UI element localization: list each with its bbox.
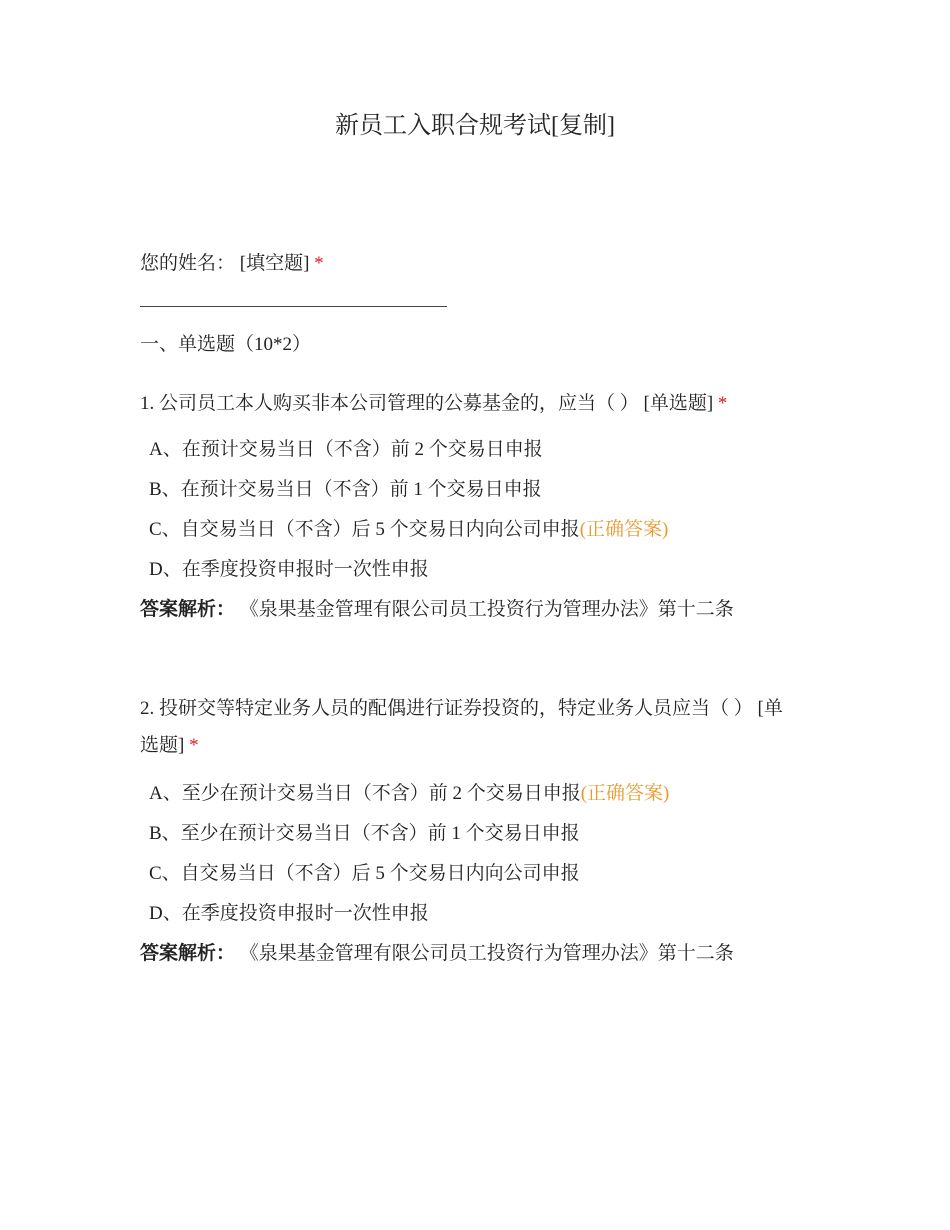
- question-1-analysis: [140, 597, 734, 623]
- option-text: C、自交易当日（不含）后 5 个交易日内向公司申报: [149, 519, 580, 540]
- correct-answer-tag: (正确答案): [580, 783, 670, 804]
- analysis-text: 《泉果基金管理有限公司员工投资行为管理办法》第十二条: [239, 599, 734, 620]
- question-2-option-b[interactable]: [149, 821, 580, 847]
- required-mark: *: [314, 253, 324, 274]
- option-text: B、在预计交易当日（不含）前 1 个交易日申报: [149, 479, 542, 500]
- option-text: A、在预计交易当日（不含）前 2 个交易日申报: [149, 439, 543, 460]
- question-text: 2. 投研交等特定业务人员的配偶进行证券投资的，特定业务人员应当（ ）: [140, 698, 753, 719]
- question-2-analysis: [140, 941, 734, 967]
- analysis-text: 《泉果基金管理有限公司员工投资行为管理办法》第十二条: [239, 943, 734, 964]
- name-question: [140, 251, 324, 277]
- name-answer-field[interactable]: [140, 306, 447, 307]
- question-1-option-a[interactable]: [149, 437, 543, 463]
- correct-answer-tag: (正确答案): [579, 519, 669, 540]
- analysis-label: 答案解析：: [140, 943, 236, 964]
- required-mark: *: [717, 393, 728, 414]
- question-2-option-d[interactable]: [149, 901, 429, 927]
- question-2-option-a[interactable]: [149, 781, 669, 807]
- option-text: B、至少在预计交易当日（不含）前 1 个交易日申报: [149, 823, 580, 844]
- question-type-tag: [单选题]: [140, 698, 783, 756]
- option-text: A、至少在预计交易当日（不含）前 2 个交易日申报: [149, 783, 581, 804]
- question-type-tag: [填空题]: [239, 253, 310, 274]
- question-1-option-d[interactable]: [149, 557, 429, 583]
- required-mark: *: [189, 735, 199, 756]
- name-question-label: 您的姓名：: [140, 253, 236, 274]
- question-1-option-c[interactable]: [149, 517, 668, 543]
- option-text: D、在季度投资申报时一次性申报: [149, 903, 429, 924]
- question-1-text: [140, 391, 727, 417]
- question-2-text: [140, 690, 800, 764]
- option-text: D、在季度投资申报时一次性申报: [149, 559, 429, 580]
- section-heading: 一、单选题（10*2）: [140, 334, 312, 355]
- question-2-option-c[interactable]: [149, 861, 580, 887]
- question-text: 1. 公司员工本人购买非本公司管理的公募基金的，应当（ ）: [140, 393, 639, 414]
- question-1-option-b[interactable]: [149, 477, 542, 503]
- option-text: C、自交易当日（不含）后 5 个交易日内向公司申报: [149, 863, 580, 884]
- page-title: 新员工入职合规考试[复制]: [335, 113, 615, 139]
- analysis-label: 答案解析：: [140, 599, 236, 620]
- question-type-tag: [单选题]: [643, 393, 714, 414]
